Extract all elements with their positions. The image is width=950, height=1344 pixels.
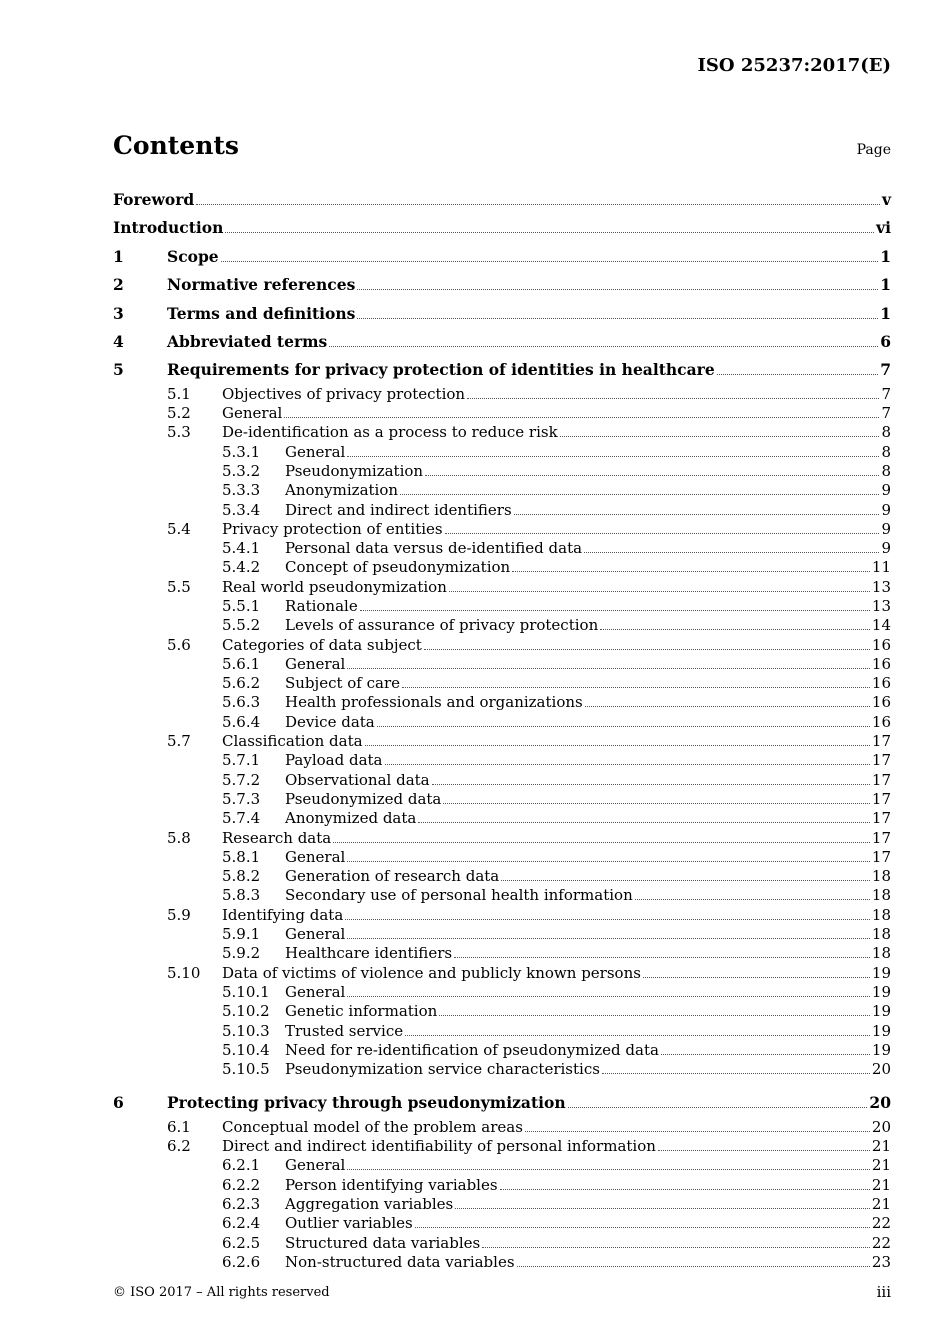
toc-entry-page: 19 <box>871 1002 891 1021</box>
toc-entry[interactable] <box>113 385 891 404</box>
toc-entry-number: 5.5 <box>167 577 191 596</box>
toc-entry[interactable] <box>113 597 891 616</box>
toc-entry-page: 1 <box>880 303 891 323</box>
toc-entry[interactable] <box>113 578 891 597</box>
toc-entry-title: Objectives of privacy protection <box>222 384 466 403</box>
toc-entry-title: Identifying data <box>222 905 344 924</box>
toc-entry-number: 5.5.2 <box>222 616 261 635</box>
toc-entry-title: Observational data <box>285 770 430 789</box>
toc-entry-title: Normative references <box>167 275 356 295</box>
toc-entry-title: Genetic information <box>285 1002 438 1021</box>
toc-entry-title: Payload data <box>285 751 383 770</box>
toc-entry-number: 2 <box>113 275 124 295</box>
dot-leader <box>347 995 870 997</box>
toc-entry-page: 21 <box>871 1156 891 1175</box>
toc-entry[interactable] <box>113 404 891 423</box>
dot-leader <box>717 373 879 375</box>
toc-entry-number: 5.7.2 <box>222 770 261 789</box>
toc-entry-page: 9 <box>881 500 891 519</box>
dot-leader <box>424 648 870 650</box>
toc-entry-title: Outlier variables <box>285 1214 413 1233</box>
toc-entry[interactable] <box>113 1176 891 1195</box>
toc-entry-number: 5.10.4 <box>222 1040 270 1059</box>
dot-leader <box>418 821 870 823</box>
toc-entry-page: 17 <box>871 732 891 751</box>
toc-entry-number: 5.10.2 <box>222 1002 270 1021</box>
dot-leader <box>347 455 879 457</box>
dot-leader <box>284 416 879 418</box>
toc-entry-page: 16 <box>871 693 891 712</box>
toc-entry-title: Scope <box>167 246 219 266</box>
toc-entry-page: 8 <box>881 442 891 461</box>
page-number: iii <box>876 1283 891 1301</box>
toc-entry-title: Protecting privacy through pseudonymization <box>167 1093 566 1113</box>
dot-leader <box>568 1106 868 1108</box>
toc-entry[interactable] <box>113 925 891 944</box>
toc-entry-title: Pseudonymization service characteristics <box>285 1060 600 1079</box>
toc-entry[interactable] <box>113 771 891 790</box>
toc-entry[interactable] <box>113 713 891 732</box>
toc-entry-page: 17 <box>871 828 891 847</box>
toc-entry-title: Anonymized data <box>285 809 417 828</box>
dot-leader <box>365 744 870 746</box>
dot-leader <box>600 628 870 630</box>
dot-leader <box>500 1188 870 1190</box>
dot-leader <box>360 609 870 611</box>
toc-entry-page: 21 <box>871 1195 891 1213</box>
toc-entry-number: 5.7 <box>167 732 191 751</box>
dot-leader <box>560 435 880 437</box>
toc-entry-title: Pseudonymized data <box>285 789 442 808</box>
dot-leader <box>482 1246 870 1248</box>
dot-leader <box>514 513 880 515</box>
toc-entry[interactable] <box>113 481 891 500</box>
toc-entry[interactable] <box>113 848 891 867</box>
toc-entry[interactable] <box>113 186 891 214</box>
toc-entry-page: 16 <box>871 674 891 693</box>
toc-entry-page: 19 <box>871 982 891 1001</box>
dot-leader <box>584 551 879 553</box>
toc-entry-page: 6 <box>880 331 891 351</box>
toc-entry-page: 13 <box>871 577 891 596</box>
toc-entry[interactable] <box>113 501 891 520</box>
dot-leader <box>345 918 870 920</box>
toc-entry-title: Terms and definitions <box>167 303 356 323</box>
dot-leader <box>449 590 870 592</box>
toc-entry[interactable] <box>113 1234 891 1253</box>
toc-entry[interactable] <box>113 1022 891 1041</box>
toc-entry-number: 5.9.1 <box>222 925 261 944</box>
toc-entry-page: 1 <box>880 275 891 295</box>
toc-entry-title: Generation of research data <box>285 867 500 886</box>
toc-entry[interactable] <box>113 1156 891 1175</box>
toc-entry-page: 19 <box>871 963 891 982</box>
toc-entry-number: 5.10 <box>167 963 201 982</box>
toc-entry-title: Classification data <box>222 732 363 751</box>
dot-leader <box>357 317 878 319</box>
toc-entry-page: 18 <box>871 867 891 886</box>
toc-entry-page: 8 <box>881 423 891 442</box>
toc-entry-number: 5.8.1 <box>222 847 261 866</box>
dot-leader <box>400 493 879 495</box>
toc-entry-page: 9 <box>881 481 891 500</box>
dot-leader <box>443 802 870 804</box>
toc-entry-number: 5.3.4 <box>222 500 261 519</box>
toc-entry-number: 5.1 <box>167 384 191 403</box>
toc-entry[interactable] <box>113 1002 891 1021</box>
dot-leader <box>512 570 870 572</box>
toc-entry-page: 17 <box>871 809 891 828</box>
toc-entry-title: Privacy protection of entities <box>222 519 443 538</box>
toc-entry-title: General <box>285 925 346 944</box>
toc-entry[interactable] <box>113 636 891 655</box>
toc-entry-page: 21 <box>871 1137 891 1156</box>
dot-leader <box>525 1130 870 1132</box>
toc-entry-number: 5.8.2 <box>222 867 261 886</box>
toc-entry-title: Aggregation variables <box>285 1195 454 1213</box>
page-title: Contents <box>113 131 240 160</box>
dot-leader <box>658 1149 870 1151</box>
toc-entry-title: Abbreviated terms <box>167 331 328 351</box>
toc-entry-page: 19 <box>871 1021 891 1040</box>
toc-entry[interactable] <box>113 356 891 384</box>
toc-entry-title: General <box>222 404 283 423</box>
toc-entry[interactable] <box>113 1195 891 1214</box>
toc-entry-number: 6.2.4 <box>222 1214 261 1233</box>
toc-entry[interactable] <box>113 751 891 770</box>
toc-entry-page: 18 <box>871 905 891 924</box>
dot-leader <box>196 203 880 205</box>
toc-entry-number: 5.4 <box>167 519 191 538</box>
toc-entry[interactable] <box>113 674 891 693</box>
toc-entry-number: 5.7.3 <box>222 789 261 808</box>
toc-entry[interactable] <box>113 886 891 905</box>
dot-leader <box>377 725 870 727</box>
toc-entry-page: 17 <box>871 751 891 770</box>
toc-entry-title: Personal data versus de-identified data <box>285 539 583 558</box>
toc-entry-page: 20 <box>871 1117 891 1136</box>
toc-entry-title: Requirements for privacy protection of identities in healthcare <box>167 360 715 380</box>
toc-entry[interactable] <box>113 214 891 242</box>
table-of-contents <box>113 186 891 1272</box>
toc-entry[interactable] <box>113 983 891 1002</box>
toc-entry-title: Device data <box>285 712 375 731</box>
toc-entry-title: General <box>285 1156 346 1175</box>
toc-entry-page: 8 <box>881 461 891 480</box>
toc-entry-page: 18 <box>871 925 891 944</box>
dot-leader <box>661 1053 870 1055</box>
copyright-notice: © ISO 2017 – All rights reserved <box>113 1285 330 1300</box>
dot-leader <box>347 860 870 862</box>
toc-entry[interactable] <box>113 328 891 356</box>
toc-entry-number: 5.4.2 <box>222 558 261 577</box>
toc-entry-title: De-identification as a process to reduce risk <box>222 423 558 442</box>
dot-leader <box>405 1034 870 1036</box>
dot-leader <box>445 532 880 534</box>
toc-entry-title: General <box>285 442 346 461</box>
toc-entry-title: Anonymization <box>285 481 399 500</box>
toc-entry-number: 5.5.1 <box>222 597 261 615</box>
page-column-label: Page <box>856 142 891 158</box>
toc-entry[interactable] <box>113 443 891 462</box>
toc-entry-page: 7 <box>881 384 891 403</box>
toc-entry-page: 13 <box>871 597 891 615</box>
dot-leader <box>347 667 870 669</box>
toc-entry[interactable] <box>113 1041 891 1060</box>
toc-entry[interactable] <box>113 1137 891 1156</box>
toc-entry-number: 6.2.2 <box>222 1175 261 1194</box>
toc-entry-title: Need for re-identification of pseudonymized data <box>285 1040 659 1059</box>
toc-entry-number: 5.6.4 <box>222 712 261 731</box>
toc-entry-number: 1 <box>113 246 124 266</box>
dot-leader <box>347 937 870 939</box>
toc-entry-page: 1 <box>880 246 891 266</box>
toc-entry-page: 16 <box>871 654 891 673</box>
toc-entry-title: Foreword <box>113 190 195 209</box>
toc-entry[interactable] <box>113 539 891 558</box>
dot-leader <box>415 1226 870 1228</box>
dot-leader <box>501 879 870 881</box>
toc-entry-number: 5.9.2 <box>222 944 261 963</box>
toc-entry-number: 5.7.1 <box>222 751 261 770</box>
toc-entry[interactable] <box>113 655 891 674</box>
toc-entry-title: Health professionals and organizations <box>285 693 583 712</box>
toc-entry-title: Categories of data subject <box>222 635 422 654</box>
toc-entry[interactable] <box>113 558 891 577</box>
toc-entry-title: Direct and indirect identifiability of personal information <box>222 1137 656 1156</box>
toc-entry-title: Person identifying variables <box>285 1175 498 1194</box>
toc-entry-page: 23 <box>871 1252 891 1271</box>
toc-entry[interactable] <box>113 520 891 539</box>
toc-entry-number: 5.3 <box>167 423 191 442</box>
dot-leader <box>225 231 874 233</box>
toc-entry-title: Conceptual model of the problem areas <box>222 1117 523 1136</box>
toc-entry-page: 20 <box>871 1060 891 1079</box>
toc-entry-number: 3 <box>113 303 124 323</box>
toc-entry-number: 4 <box>113 331 124 351</box>
dot-leader <box>432 783 870 785</box>
toc-entry[interactable] <box>113 1060 891 1079</box>
toc-entry-number: 6 <box>113 1093 124 1113</box>
toc-entry-title: Research data <box>222 828 332 847</box>
toc-entry[interactable] <box>113 462 891 481</box>
toc-entry[interactable] <box>113 906 891 925</box>
toc-entry-page: 9 <box>881 539 891 558</box>
toc-entry-number: 6.2.6 <box>222 1252 261 1271</box>
toc-entry-page: 7 <box>880 360 891 380</box>
toc-entry-title: General <box>285 982 346 1001</box>
toc-entry-number: 6.2.5 <box>222 1233 261 1252</box>
toc-entry[interactable] <box>113 300 891 328</box>
document-id: ISO 25237:2017(E) <box>697 55 891 76</box>
toc-entry-title: Real world pseudonymization <box>222 577 447 596</box>
toc-entry-number: 5.3.1 <box>222 442 261 461</box>
toc-entry-page: 17 <box>871 770 891 789</box>
toc-entry-page: 18 <box>871 944 891 963</box>
toc-entry-number: 6.2.1 <box>222 1156 261 1175</box>
toc-entry[interactable] <box>113 867 891 886</box>
toc-entry[interactable] <box>113 829 891 848</box>
toc-entry-page: v <box>881 190 891 209</box>
toc-entry-page: vi <box>876 218 891 238</box>
toc-entry-number: 5.4.1 <box>222 539 261 558</box>
dot-leader <box>467 397 879 399</box>
dot-leader <box>439 1014 870 1016</box>
dot-leader <box>455 1207 870 1209</box>
dot-leader <box>635 898 870 900</box>
toc-entry-title: Subject of care <box>285 674 401 693</box>
toc-entry-page: 22 <box>871 1214 891 1233</box>
toc-entry-title: Secondary use of personal health information <box>285 886 633 905</box>
dot-leader <box>357 288 878 290</box>
toc-entry-page: 20 <box>869 1093 891 1113</box>
dot-leader <box>585 705 870 707</box>
toc-entry-number: 5.8 <box>167 828 191 847</box>
toc-entry-title: Healthcare identifiers <box>285 944 453 963</box>
dot-leader <box>333 841 870 843</box>
toc-entry-page: 17 <box>871 847 891 866</box>
toc-entry[interactable] <box>113 423 891 442</box>
toc-entry[interactable] <box>113 616 891 635</box>
toc-entry[interactable] <box>113 693 891 712</box>
toc-entry-number: 5.6.3 <box>222 693 261 712</box>
dot-leader <box>425 474 879 476</box>
toc-entry-number: 5.10.5 <box>222 1060 270 1079</box>
toc-entry-number: 5.10.3 <box>222 1021 270 1040</box>
toc-entry-title: General <box>285 654 346 673</box>
toc-entry-page: 22 <box>871 1233 891 1252</box>
toc-entry-number: 6.2.3 <box>222 1195 261 1213</box>
toc-entry[interactable] <box>113 1253 891 1272</box>
toc-entry-title: Direct and indirect identifiers <box>285 500 512 519</box>
toc-entry-page: 9 <box>881 519 891 538</box>
toc-entry-title: Rationale <box>285 597 358 615</box>
dot-leader <box>643 976 870 978</box>
toc-entry[interactable] <box>113 271 891 299</box>
toc-entry-title: Concept of pseudonymization <box>285 558 511 577</box>
dot-leader <box>517 1265 870 1267</box>
dot-leader <box>454 956 870 958</box>
toc-entry-number: 5.6 <box>167 635 191 654</box>
toc-entry[interactable] <box>113 790 891 809</box>
toc-entry-title: Introduction <box>113 218 224 238</box>
toc-entry-number: 6.2 <box>167 1137 191 1156</box>
toc-entry[interactable] <box>113 243 891 271</box>
toc-entry-page: 16 <box>871 635 891 654</box>
toc-entry-number: 5.7.4 <box>222 809 261 828</box>
toc-entry-number: 5.3.3 <box>222 481 261 500</box>
toc-entry[interactable] <box>113 944 891 963</box>
toc-entry-page: 16 <box>871 712 891 731</box>
toc-entry-number: 5.10.1 <box>222 982 270 1001</box>
toc-entry-title: Structured data variables <box>285 1233 481 1252</box>
toc-entry-page: 17 <box>871 789 891 808</box>
toc-entry-title: Data of victims of violence and publicly known persons <box>222 963 641 982</box>
toc-entry-number: 5 <box>113 360 124 380</box>
toc-entry-page: 21 <box>871 1175 891 1194</box>
toc-entry[interactable] <box>113 1118 891 1137</box>
toc-entry-page: 11 <box>871 558 891 577</box>
toc-entry-number: 5.8.3 <box>222 886 261 905</box>
toc-entry[interactable] <box>113 1214 891 1233</box>
toc-entry-number: 5.6.2 <box>222 674 261 693</box>
toc-entry-title: Trusted service <box>285 1021 404 1040</box>
toc-entry-title: General <box>285 847 346 866</box>
toc-entry[interactable] <box>113 1089 891 1117</box>
toc-entry-page: 14 <box>871 616 891 635</box>
dot-leader <box>347 1168 870 1170</box>
toc-entry-page: 18 <box>871 886 891 905</box>
toc-entry[interactable] <box>113 732 891 751</box>
toc-entry-number: 5.6.1 <box>222 654 261 673</box>
dot-leader <box>602 1072 870 1074</box>
toc-entry-number: 6.1 <box>167 1117 191 1136</box>
dot-leader <box>402 686 870 688</box>
dot-leader <box>385 763 870 765</box>
toc-entry-title: Levels of assurance of privacy protection <box>285 616 599 635</box>
toc-entry-title: Pseudonymization <box>285 461 424 480</box>
toc-entry-page: 7 <box>881 404 891 423</box>
toc-entry[interactable] <box>113 964 891 983</box>
dot-leader <box>329 345 878 347</box>
toc-entry-number: 5.3.2 <box>222 461 261 480</box>
toc-entry[interactable] <box>113 809 891 828</box>
toc-entry-page: 19 <box>871 1040 891 1059</box>
toc-entry-number: 5.2 <box>167 404 191 423</box>
dot-leader <box>221 260 879 262</box>
toc-entry-title: Non-structured data variables <box>285 1252 515 1271</box>
toc-entry-number: 5.9 <box>167 905 191 924</box>
